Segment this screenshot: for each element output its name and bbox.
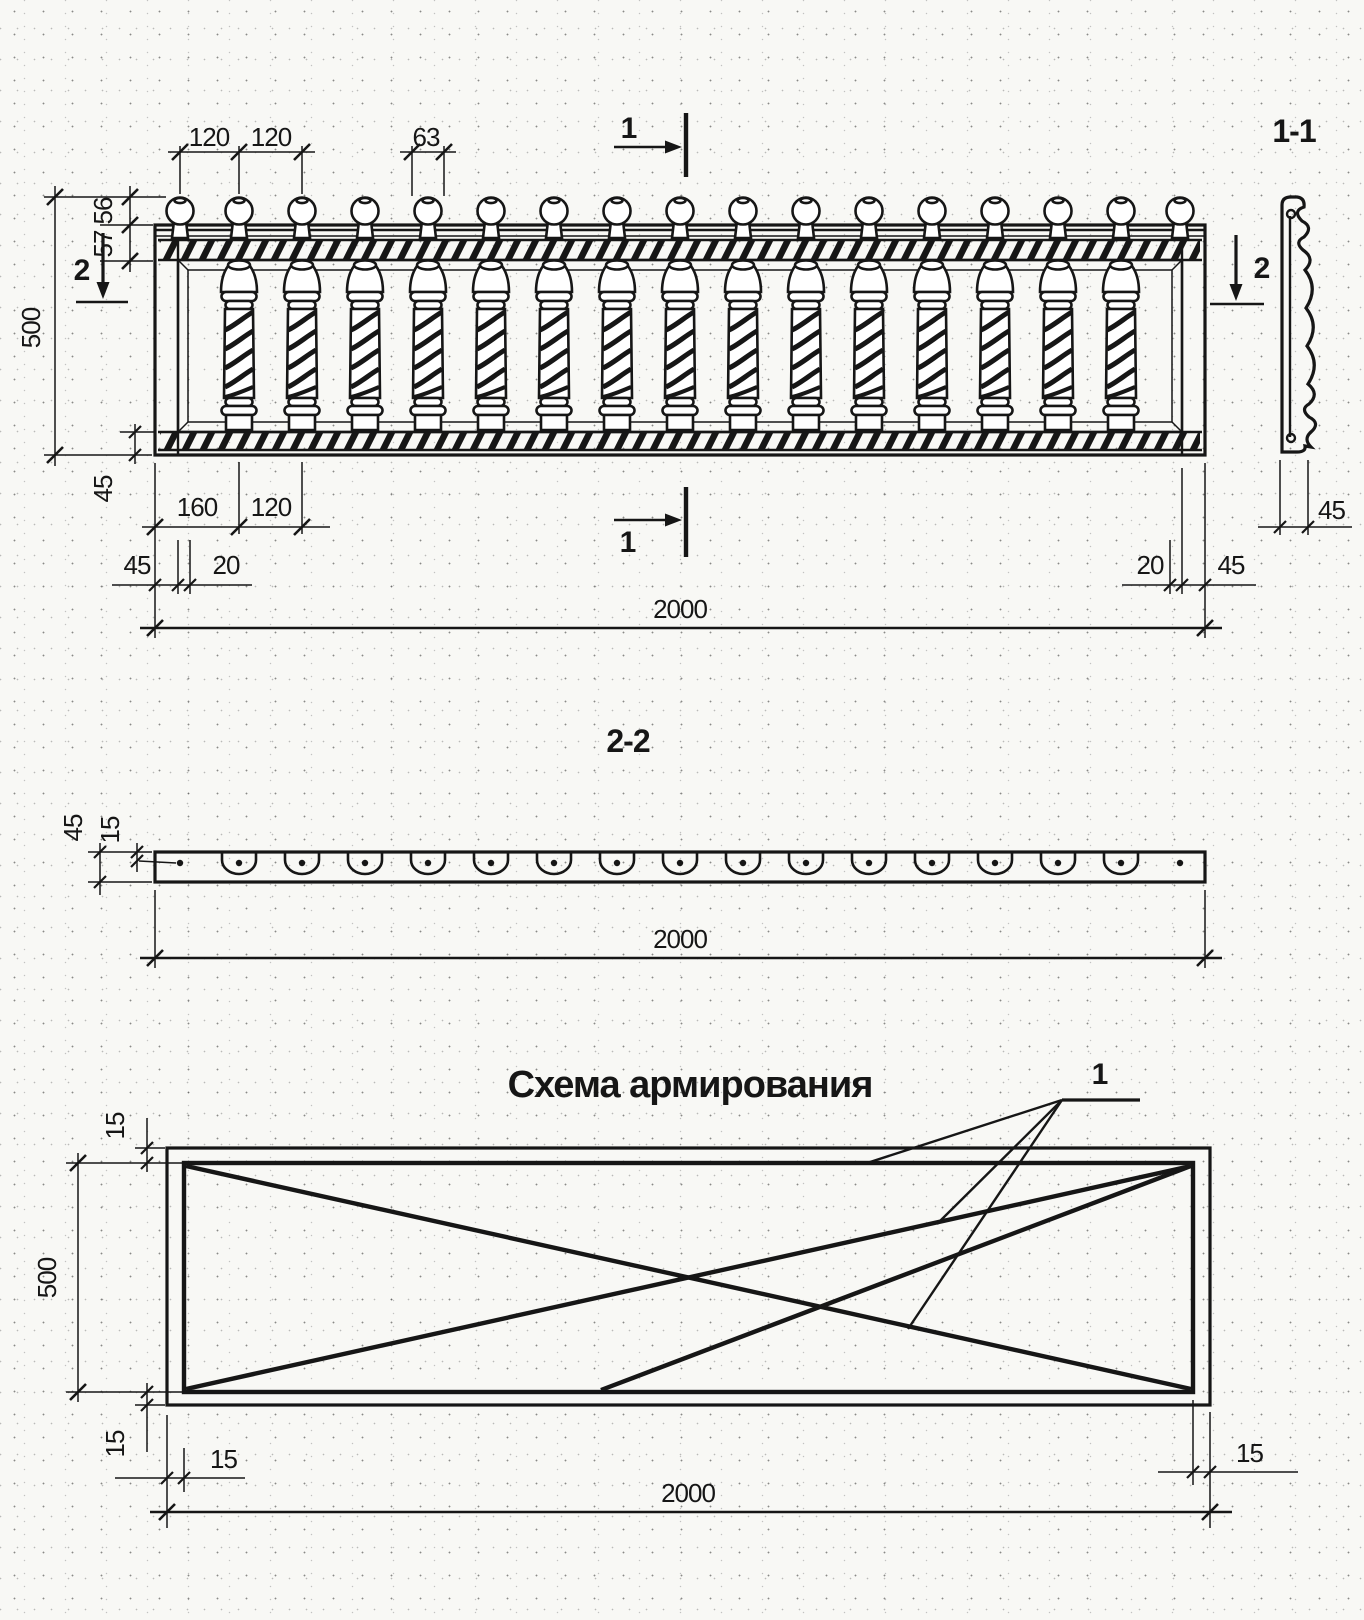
elevation-bottom-right-dims [1122,463,1256,638]
finial [793,198,820,239]
section-2-2-dims [58,814,1222,968]
baluster [1040,261,1076,431]
elevation-left-dims [16,186,166,502]
section-mark-2-right [1210,235,1270,304]
baluster-profile [1282,197,1316,452]
dim-lip-right: 20 [1136,550,1164,580]
finial [730,198,757,239]
bottom-rope-moulding [158,432,1202,450]
baluster [536,261,572,431]
finial [856,198,883,239]
section-2-2-title: 2-2 [606,723,650,759]
baluster [473,261,509,431]
finial [1045,198,1072,239]
section-mark-1-bottom [614,487,686,559]
baluster [977,261,1013,431]
elevation-bottom-left-dims [112,462,330,638]
balusters [221,261,1139,431]
socket [915,852,949,874]
baluster [725,261,761,431]
baluster [599,261,635,431]
dim-rail-height: 57 [88,230,118,258]
finial [541,198,568,239]
section-1-1-title: 1-1 [1272,113,1316,149]
socket [600,852,634,874]
reinforcement-scheme [32,1058,1298,1528]
dim-lip-left: 20 [212,550,240,580]
dim-spacing-a: 120 [188,122,230,152]
finial [289,198,316,239]
section-mark-1-top [614,112,686,177]
finial [604,198,631,239]
finial [415,198,442,239]
baluster [284,261,320,431]
dim-axis-spacing: 120 [250,492,292,522]
baluster [410,261,446,431]
dim-scheme-width: 2000 [661,1478,715,1508]
baluster [347,261,383,431]
section-2-label: 2 [73,254,91,287]
dim-rebar-offset: 15 [95,816,125,844]
dim-rail-thickness: 45 [58,814,88,842]
callout-label: 1 [1091,1058,1109,1091]
socket [348,852,382,874]
dim-edge-to-axis: 160 [176,492,218,522]
finial [982,198,1009,239]
reinforcement-bottom-dims [115,1400,1298,1528]
section-2-2-view [58,723,1222,968]
dim-base-height: 45 [88,475,118,503]
socket [852,852,886,874]
socket [978,852,1012,874]
elevation-width-dim [140,594,1222,636]
baluster [914,261,950,431]
finial [1108,198,1135,239]
section-2-label: 2 [1253,252,1271,285]
baluster [221,261,257,431]
dim-total-width: 2000 [653,594,707,624]
dim-stile-width-left: 45 [123,550,151,580]
socket [537,852,571,874]
bottom-rail-section [155,852,1205,882]
finials [167,198,1194,239]
baluster [1103,261,1139,431]
section-1-label: 1 [620,112,638,145]
dim-spacing-b: 120 [250,122,292,152]
section-1-1-view [1258,113,1352,535]
section-1-label: 1 [619,526,637,559]
socket [1041,852,1075,874]
dim-panel-height: 500 [16,307,46,349]
socket [789,852,823,874]
dim-profile-thickness: 45 [1318,495,1345,525]
dim-section-width: 2000 [653,924,707,954]
baluster [662,261,698,431]
finial [226,198,253,239]
socket [474,852,508,874]
finial [352,198,379,239]
section-1-1-dim [1258,460,1352,535]
socket [285,852,319,874]
finial [478,198,505,239]
dim-cover-bottom: 15 [100,1430,130,1458]
finial [919,198,946,239]
finial [167,198,194,239]
dim-cover-top: 15 [100,1112,130,1140]
dim-cover-right: 15 [1236,1438,1263,1468]
dim-scheme-height: 500 [32,1257,62,1299]
baluster [788,261,824,431]
socket [1104,852,1138,874]
dim-head-width: 63 [412,122,440,152]
dim-stile-width-right: 45 [1217,550,1245,580]
baluster-sockets [177,852,1183,874]
baluster [851,261,887,431]
socket [726,852,760,874]
dim-finial-height: 56 [88,197,118,225]
reinforcement-title: Схема армирования [507,1064,873,1106]
rebar-callout [867,1058,1140,1329]
finial [667,198,694,239]
top-rope-moulding [158,240,1202,260]
elevation-top-dims [168,122,456,196]
socket [411,852,445,874]
socket [663,852,697,874]
diagonal-rebars [186,1166,1191,1390]
elevation-view [16,112,1270,638]
finial [1167,198,1194,239]
reinforcement-left-dims [32,1112,182,1457]
dim-cover-left: 15 [210,1444,237,1474]
socket [222,852,256,874]
